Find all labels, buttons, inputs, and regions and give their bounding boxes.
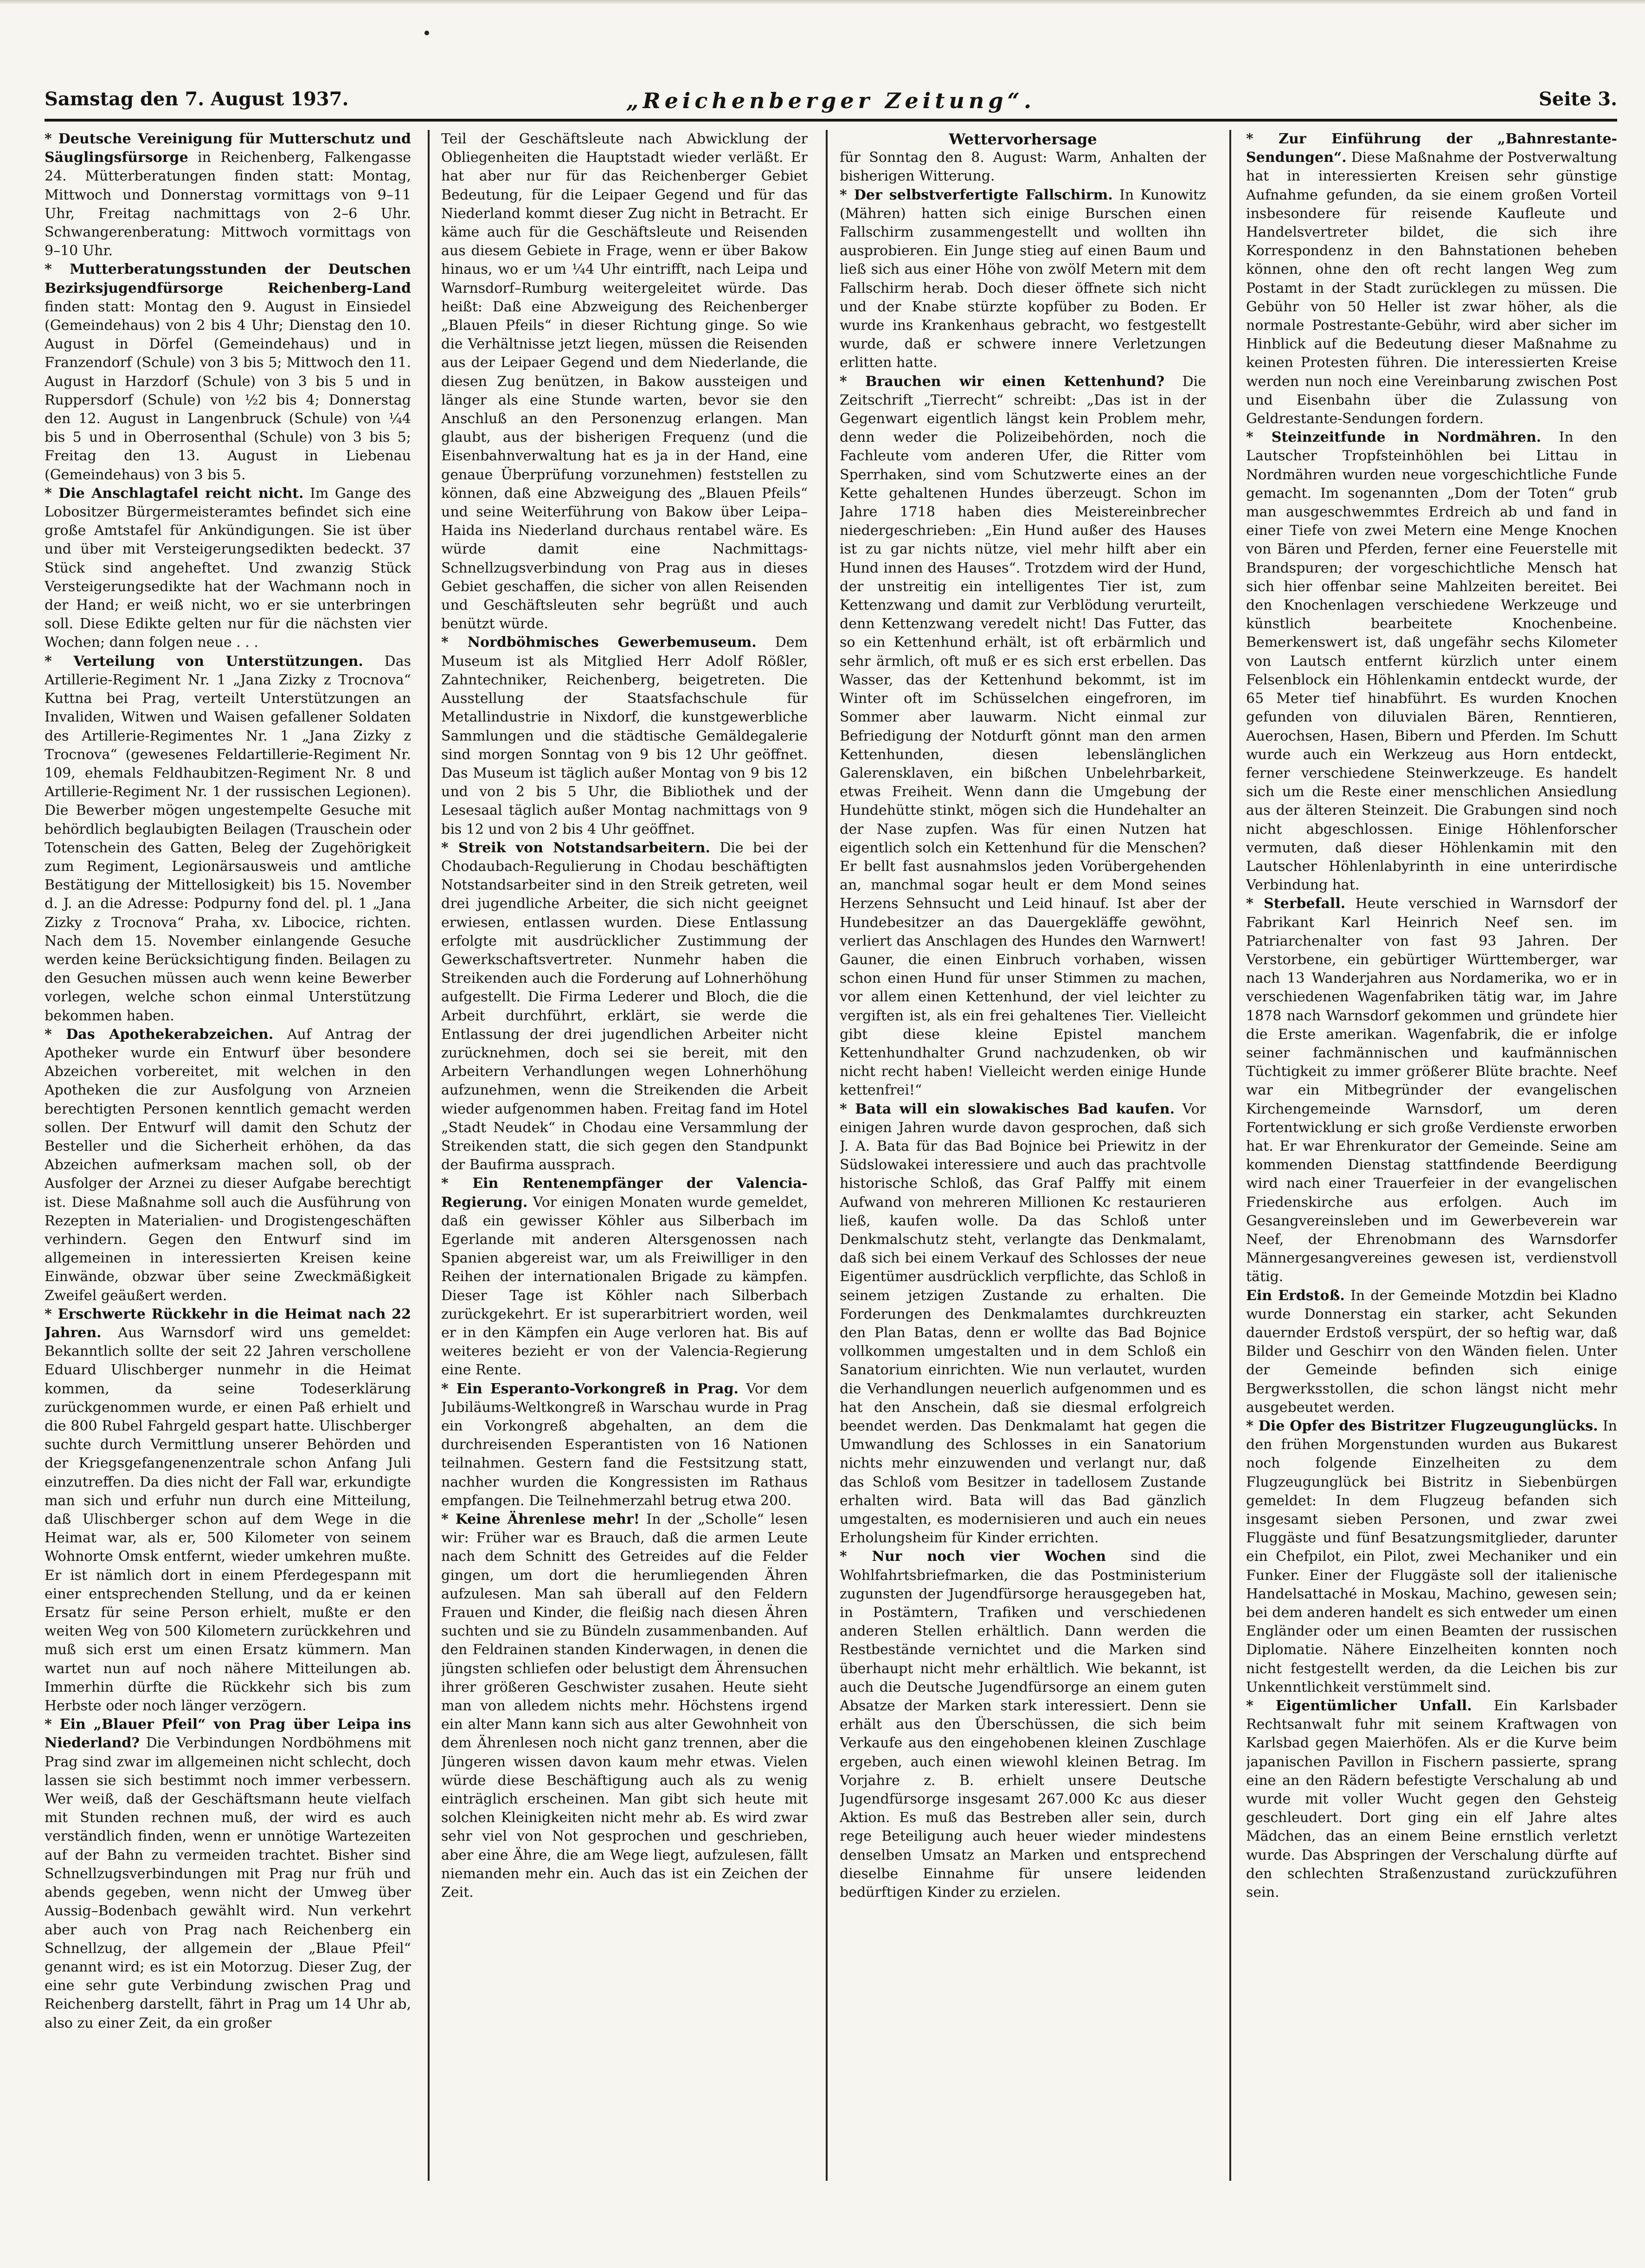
article [441,839,808,1175]
article-body: Vor einigen Jahren wurde davon gesprochen, daß sich J. A. Bata für das Bad Bojnice bei Priewitz in der Südslowakei interessiere und auch das prachtvolle historische Schloß, das Graf Palffy mit einem Aufwand von mehreren Millionen Kc restaurieren ließ, kaufen wolle. Da das Schloß unter Denkmalschutz steht, verlangte das Denkmalamt, daß sich bei einem Verkauf des Schlosses der neue Eigentümer ausdrücklich verpflichte, das Schloß in seinem jetzigen Zustande zu erhalten. Die Forderungen des Denkmalamtes durchkreuzten den Plan Batas, denn er wollte das Bad Bojnice vollkommen umgestalten und in dem Schloß ein Sanatorium einrichten. Wie nun verlautet, wurden die Verhandlungen neuerlich aufgenommen und es hat den Anschein, daß sie diesmal erfolgreich beendet werden. Das Denkmalamt hat gegen die Umwandlung des Schlosses in ein Sanatorium nichts mehr einzuwenden und verlangt nur, daß das Schloß vom Besitzer in tadellosem Zustande erhalten wird. Bata will das Bad gänzlich umgestalten, es modernisieren und auch ein neues Erholungsheim für Kinder errichten. [840,1101,1206,1546]
article-body: In Kunowitz (Mähren) hatten sich einige Burschen einen Fallschirm zusammengestellt und wollten ihn ausprobieren. Ein Junge stieg auf einen Baum und ließ sich aus einer Höhe von zwölf Metern mit dem Fallschirm herab. Doch dieser öffnete sich nicht und der Knabe stürzte kopfüber zu Boden. Er wurde ins Krankenhaus gebracht, wo festgestellt wurde, daß er schwere innere Verletzungen erlitten hatte. [840,187,1206,371]
weather-heading [840,130,1206,148]
article-body: für Sonntag den 8. August: Warm, Anhalten der bisherigen Witterung. [840,149,1206,185]
article-headline: * Ein Esperanto-Vorkongreß in Prag. [441,1380,739,1397]
article-headline: Ein Erdstoß. [1246,1287,1345,1304]
column-2 [441,130,808,2181]
article [1246,895,1617,1286]
article [45,1025,411,1305]
header-date: Samstag den 7. August 1937. [45,88,349,110]
ink-spot [424,31,429,35]
article [45,260,411,484]
article-headline: * Streik von Notstandsarbeitern. [441,839,710,856]
article-headline: * Das Apothekerabzeichen. [45,1026,274,1043]
article-body: Auf Antrag der Apotheker wurde ein Entwurf über besondere Abzeichen vorbereitet, mit welchen in den Apotheken die zur Ausfolgung von Arzneien berechtigten Personen kenntlich gemacht werden sollen. Der Entwurf will damit den Schutz der Besteller und die Sicherheit erhöhen, da das Abzeichen aufmerksam machen soll, ob der Ausfolger der Arznei zu dieser Aufgabe berechtigt ist. Diese Maßnahme soll auch die Ausführung von Rezepten in Materialien- und Drogistengeschäften verhindern. Gegen den Entwurf sind im allgemeinen in interessierten Kreisen keine Einwände, obzwar über seine Zweckmäßigkeit Zweifel geäußert werden. [45,1026,411,1304]
article [840,373,1206,1100]
article-body: Vor dem Jubiläums-Weltkongreß in Warschau wurde in Prag ein Vorkongreß abgehalten, an dem die durchreisenden Esperantisten von 16 Nationen teilnahmen. Gestern fand die Festsitzung statt, nachher wurden die Kongressisten im Rathaus empfangen. Die Teilnehmerzahl betrug etwa 200. [441,1380,808,1509]
article-body: In der „Scholle“ lesen wir: Früher war es Brauch, daß die armen Leute nach dem Schnitt des Getreides auf die Felder gingen, um dort die herumliegenden Ähren aufzulesen. Man sah überall auf den Feldern Frauen und Kinder, die fleißig nach diesen Ähren suchten und sie zu Bündeln zusammenbanden. Auf den Feldrainen standen Kinderwagen, in denen die jüngsten schliefen oder belustigt dem Ährensuchen ihrer größeren Geschwister zusahen. Heute sieht man von alledem nichts mehr. Höchstens irgend ein alter Mann kann sich aus alter Gewohnheit von dem Ährenlesen noch nicht ganz trennen, aber die Jüngeren wissen davon kaum mehr etwas. Vielen würde diese Beschäftigung auch als zu wenig einträglich erscheinen. Man gibt sich heute mit solchen Kleinigkeiten nicht mehr ab. Es wird zwar sehr viel von Not gesprochen und geschrieben, aber eine Ähre, die am Wege liegt, aufzulesen, fällt niemanden mehr ein. Auch das ist ein Zeichen der Zeit. [441,1511,808,1901]
article [45,1305,411,1715]
column-4 [1246,130,1617,2181]
article-body: In den frühen Morgenstunden wurden aus Bukarest noch folgende Einzelheiten zu dem Flugzeugunglück bei Bistritz in Siebenbürgen gemeldet: In dem Flugzeug befanden sich insgesamt sieben Personen, und zwar zwei Fluggäste und fünf Besatzungsmitglieder, darunter ein Chefpilot, ein Pilot, zwei Mechaniker und ein Funker. Einer der Fluggäste soll der italienische Handelsattaché in Moskau, Machino, gewesen sein; bei dem anderen handelt es sich entweder um einen Engländer oder um einen Beamten der russischen Diplomatie. Nähere Einzelheiten konnten noch nicht festgestellt werden, da die Leichen bis zur Unkenntlichkeit verstümmelt sind. [1246,1418,1617,1695]
article-headline: * Ein Rentenempfänger der Valencia-Regierung. [441,1175,808,1211]
article-headline: * Deutsche Vereinigung für Mutterschutz und Säuglingsfürsorge [45,131,411,166]
article-headline: * Bata will ein slowakisches Bad kaufen. [840,1101,1175,1117]
article-body: Aus Warnsdorf wird uns gemeldet: Bekanntlich sollte der seit 22 Jahren verschollene Eduard Ulischberger nunmehr in die Heimat kommen, da seine Todeserklärung zurückgenommen wurde, er einen Paß erhielt und die 800 Rubel Fahrgeld gespart hatte. Ulischberger suchte durch Vermittlung unserer Behörden und der Kriegsgefangenenzentrale schon Anfang Juli einzutreffen. Da dies nicht der Fall war, erkundigte man sich und erfuhr nun durch eine Mitteilung, daß Ulischberger schon auf dem Wege in die Heimat war, als er, 500 Kilometer von seinem Wohnorte Omsk entfernt, wieder umkehren mußte. Er ist nämlich dort in einem Pferdegespann mit einer entsprechenden Stellung, und da er keinen Ersatz für seine Person erhielt, mußte er den weiten Weg von 500 Kilometern zurückkehren und muß sich erst um einen Ersatz kümmern. Man wartet nun auf noch nähere Mitteilungen ab. Immerhin dürfte die Rückkehr sich bis zum Herbste oder noch länger verzögern. [45,1325,411,1714]
article-headline: * Steinzeitfunde in Nordmähren. [1246,429,1542,446]
article-body: Teil der Geschäftsleute nach Abwicklung der Obliegenheiten die Hauptstadt wieder verläßt. Er hat aber nur für das Reichenberger Gebiet Bedeutung, für die Leipaer Gegend und für das Niederland kommt dieser Zug nicht in Betracht. Er käme auch für die Geschäftsleute und Reisenden aus diesem Gebiete in Frage, wenn er über Bakow hinaus, wo er um ¼4 Uhr eintrifft, nach Leipa und Warnsdorf–Rumburg weitergeleitet würde. Das heißt: Daß eine Abzweigung des Reichenberger „Blauen Pfeils“ in dieser Richtung ginge. So wie die Verhältnisse jetzt liegen, müssen die Reisenden aus der Leipaer Gegend und dem Niederlande, die diesen Zug benützen, in Bakow aussteigen und länger als eine Stunde warten, bevor sie den Anschluß an den Personenzug erlangen. Man glaubt, aus der bisherigen Frequenz (und die Eisenbahnverwaltung hat es ja in der Hand, eine genaue Überprüfung vorzunehmen) feststellen zu können, daß eine Abzweigung des „Blauen Pfeils“ und seine Weiterführung von Bakow über Leipa–Haida ins Niederland durchaus rentabel wäre. Es würde damit eine Nachmittags-Schnellzugsverbindung von Prag aus in dieses Gebiet geschaffen, die sicher von allen Reisenden und Geschäftsleuten sehr begrüßt und auch benützt würde. [441,131,808,632]
article [1246,1697,1617,1902]
article-headline: * Nur noch vier Wochen [840,1548,1106,1565]
article [1246,428,1617,895]
article-headline: * Brauchen wir einen Kettenhund? [840,373,1165,390]
article-body: sind die Wohlfahrtsbriefmarken, die das Postministerium zugunsten der Jugendfürsorge herausgegeben hat, in Postämtern, Trafiken und verschiedenen anderen Stellen erhältlich. Dann werden die Restbestände vernichtet und die Marken sind überhaupt nicht mehr erhältlich. Wie bekannt, ist auch die Deutsche Jugendfürsorge an einem guten Absatze der Marken stark interessiert. Denn sie erhält aus den Überschüssen, die sich beim Verkaufe aus den eingehobenen kleinen Zuschlage ergeben, auch einen wiewohl kleinen Betrag. Im Vorjahre z. B. erhielt unsere Deutsche Jugendfürsorge insgesamt 267.000 Kc aus dieser Aktion. Es muß das Bestreben aller sein, durch rege Beteiligung auch heuer wieder mindestens denselben Umsatz an Marken und entsprechend dieselbe Einnahme für unsere leidenden bedürftigen Kinder zu erzielen. [840,1548,1206,1901]
article [840,148,1206,186]
article [441,130,808,633]
scan-edge [0,0,1645,5]
header-paper-name: „Reichenberger Zeitung“. [626,88,1036,113]
article-body: Die bei der Chodaubach-Regulierung in Chodau beschäftigten Notstandsarbeiter sind in den Streik getreten, weil drei jugendliche Arbeiter, die sich nicht geeignet erwiesen, entlassen wurden. Diese Entlassung erfolgte mit ausdrücklicher Zustimmung der Gewerkschaftsvertreter. Nunmehr haben die Streikenden auch die Forderung auf Lohnerhöhung aufgestellt. Die Firma Lederer und Bloch, die die Arbeit durchführt, erklärt, sie werde die Entlassung der drei jugendlichen Arbeiter nicht zurücknehmen, doch sei sie bereit, mit den Arbeitern Verhandlungen wegen Lohnerhöhung aufzunehmen, wenn die Streikenden die Arbeit wieder aufgenommen haben. Freitag fand im Hotel „Stadt Neudek“ in Chodau eine Versammlung der Streikenden statt, die sich gegen den Standpunkt der Baufirma aussprach. [441,839,808,1173]
article-body: Das Artillerie-Regiment Nr. 1 „Jana Zizky z Trocnova“ Kuttna bei Prag, verteilt Unterstützungen an Invaliden, Witwen und Waisen gefallener Soldaten des Artillerie-Regimentes Nr. 1 „Jana Zizky z Trocnova“ (gewesenes Feldartillerie-Regiment Nr. 109, ehemals Feldhaubitzen-Regiment Nr. 8 und Artillerie-Regiment Nr. 1 der russischen Legionen). Die Bewerber mögen ungestempelte Gesuche mit behördlich beglaubigten Beilagen (Trauschein oder Totenschein des Gatten, Beleg der Zugehörigkeit zum Regiment, Legionärsausweis und amtliche Bestätigung der Mittellosigkeit) bis 15. November d. J. an die Adresse: Podpurny fond del. pl. 1 „Jana Zizky z Trocnova“ Praha, xv. Libocice, richten. Nach dem 15. November einlangende Gesuche werden keine Berücksichtigung finden. Beilagen zu den Gesuchen müssen auch wenn keine Bewerber vorlegen, welche schon einmal Unterstützung bekommen haben. [45,653,411,1024]
header-page-number: Seite 3. [1538,88,1617,110]
article-headline: * Mutterberatungsstunden der Deutschen Bezirksjugendfürsorge Reichenberg-Land [45,261,411,296]
article-headline: * Der selbstverfertigte Fallschirm. [840,187,1113,203]
article-body: In der Gemeinde Motzdin bei Kladno wurde Donnerstag ein starker, acht Sekunden dauernder Erdstoß verspürt, der so heftig war, daß Bilder und Geschirr von den Wänden fielen. Unter der Gemeinde befinden sich einige Bergwerksstollen, die schon längst nicht mehr ausgebeutet werden. [1246,1287,1617,1416]
article-headline: * Die Opfer des Bistritzer Flugzeugunglücks. [1246,1418,1598,1435]
article [45,130,411,260]
article-body: Dem Museum ist als Mitglied Herr Adolf Rößler, Zahntechniker, Reichenberg, beigetreten. Die Ausstellung der Staatsfachschule für Metallindustrie in Nixdorf, die kunstgewerbliche Sammlungen und die städtische Gemäldegalerie sind morgen Sonntag von 9 bis 12 Uhr geöffnet. Das Museum ist täglich außer Montag von 9 bis 12 und von 2 bis 5 Uhr, die Bibliothek und der Lesesaal täglich außer Montag nachmittags von 9 bis 12 und von 2 bis 4 Uhr geöffnet. [441,634,808,838]
article-headline: * Sterbefall. [1246,896,1346,912]
article [45,652,411,1025]
article [840,186,1206,373]
column-1 [45,130,411,2181]
article-body: finden statt: Montag den 9. August in Einsiedel (Gemeindehaus) von 2 bis 4 Uhr; Dienstag den 10. August in Dörfel (Gemeindehaus) und in Franzendorf (Schule) von 3 bis 5; Mittwoch den 11. August in Harzdorf (Schule) von 3 bis 5 und in Ruppersdorf (Schule) von ½2 bis 4; Donnerstag den 12. August in Langenbruck (Schule) von ¼4 bis 5 und in Oberrosenthal (Schule) von 3 bis 5; Freitag den 13. August in Liebenau (Gemeindehaus) von 3 bis 5. [45,298,411,483]
article [1246,1417,1617,1697]
page-header [45,86,1617,122]
column-rule [826,130,828,2181]
article [441,1174,808,1379]
article-headline: * Verteilung von Unterstützungen. [45,653,363,670]
column-rule [1229,130,1231,2181]
article [45,1715,411,2032]
article-body: Vor einigen Monaten wurde gemeldet, daß ein gewisser Köhler aus Silberbach im Egerlande mit anderen Altersgenossen nach Spanien abgereist war, um als Freiwilliger in den Reihen der internationalen Brigade zu kämpfen. Dieser Tage ist Köhler nach Silberbach zurückgekehrt. Er ist superarbitriert worden, weil er in den Kämpfen ein Auge verloren hat. Bis auf weiteres bezieht er von der Valencia-Regierung eine Rente. [441,1194,808,1379]
article-headline: * Eigentümlicher Unfall. [1246,1698,1472,1714]
article-headline: * Erschwerte Rückkehr in die Heimat nach 22 Jahren. [45,1306,411,1341]
column-rule [428,130,430,2181]
article [1246,1287,1617,1417]
article-headline: * Die Anschlagtafel reicht nicht. [45,485,304,502]
article-body: Die Verbindungen Nordböhmens mit Prag sind zwar im allgemeinen nicht schlecht, doch lassen sie sich bestimmt noch immer verbessern. Wer weiß, daß der Geschäftsmann heute vielfach mit Stunden rechnen muß, der wird es auch verständlich finden, wenn er unnötige Wartezeiten auf der Bahn zu vermeiden trachtet. Bisher sind Schnellzugsverbindungen mit Prag nur früh und abends gegeben, wenn nicht der Umweg über Aussig–Bodenbach gewählt wird. Nun verkehrt aber auch von Prag nach Reichenberg ein Schnellzug, der allgemein der „Blaue Pfeil“ genannt wird; es ist ein Motorzug. Dieser Zug, der eine sehr gute Verbindung zwischen Prag und Reichenberg darstellt, fährt in Prag um 14 Uhr ab, also zu einer Zeit, da ein großer [45,1735,411,2031]
article-body: Diese Maßnahme der Postverwaltung hat in interessierten Kreisen sehr günstige Aufnahme gefunden, da sie einem großen Vorteil insbesondere für reisende Kaufleute und Handelsvertreter bildet, die sich ihre Korrespondenz in den Bahnstationen beheben können, ohne den oft recht langen Weg zum Postamt in der Stadt zurücklegen zu müssen. Die Gebühr von 50 Heller ist zwar höher, als die normale Postrestante-Gebühr, wird aber sicher im Hinblick auf die Bedeutung dieser Maßnahme zu keinen Protesten führen. Die interessierten Kreise werden nun noch eine Vereinbarung zwischen Post und Eisenbahn über die Zulassung von Geldrestante-Sendungen fordern. [1246,149,1617,427]
article-body: Die Zeitschrift „Tierrecht“ schreibt: „Das ist in der Gegenwart eigentlich längst kein Problem mehr, denn weder die Polizeibehörden, noch die Fachleute vom anderen Ufer, die Ritter vom Sperrhaken, sind vom Schutzwerte eines an der Kette gehaltenen Hundes überzeugt. Schon im Jahre 1718 haben dies Meistereinbrecher niedergeschrieben: „Ein Hund außer des Hauses ist zu gar nichts nütze, viel mehr hilft aber ein Hund innen des Hauses“. Trotzdem wird der Hund, der unstreitig ein intelligentes Tier ist, zum Kettenzwang und damit zur Verblödung verurteilt, denn Kettenzwang veredelt nicht! Das Futter, das so ein Kettenhund erhält, ist oft erbärmlich und sehr ärmlich, oft muß er es sich erst erbellen. Das Wasser, das der Kettenhund bekommt, ist im Winter oft im Schüsselchen eingefroren, im Sommer aber lauwarm. Nicht einmal zur Befriedigung der Notdurft gönnt man den armen Kettenhunden, diesen lebenslänglichen Galerensklaven, ein bißchen Unbelehrbarkeit, etwas Freiheit. Wenn dann die Umgebung der Hundehütte stinkt, mögen sich die Hundehalter an der Nase zupfen. Was für einen Nutzen hat eigentlich solch ein Kettenhund für die Menschen? Er bellt fast ausnahmslos jeden Vorübergehenden an, manchmal sogar heult er dem Mond seines Herzens Sehnsucht und Leid hinauf. Ist aber der Hundebesitzer an das Dauergekläffe gewöhnt, verliert das Anschlagen des Hundes den Warnwert! Gauner, die einen Einbruch vorhaben, wissen schon einen Hund für unser Stimmen zu machen, vor allem einen Kettenhund, der viel leichter zu vergiften ist, als ein frei gehaltenes Tier. Vielleicht gibt diese kleine Epistel manchem Kettenhundhalter Grund nachzudenken, ob wir nicht recht haben! Vielleicht werden einige Hunde kettenfrei!“ [840,373,1206,1099]
article [840,1100,1206,1548]
article [441,633,808,838]
article-headline: * Ein „Blauer Pfeil“ von Prag über Leipa ins Niederland? [45,1716,411,1752]
article [45,484,411,652]
article [441,1510,808,1902]
article [441,1380,808,1510]
article-headline: * Keine Ährenlese mehr! [441,1511,640,1528]
article-body: in Reichenberg, Falkengasse 24. Mütterberatungen finden statt: Montag, Mittwoch und Donnerstag vormittags von 9–11 Uhr, Freitag nachmittags von 2–6 Uhr. Schwangerenberatung: Mittwoch vormittags von 9–10 Uhr. [45,149,411,259]
article-headline: * Nordböhmisches Gewerbemuseum. [441,634,757,651]
column-3 [840,130,1206,2181]
article [1246,130,1617,428]
article-columns [45,130,1617,2181]
article-body: In den Lautscher Tropfsteinhöhlen bei Littau in Nordmähren wurden neue vorgeschichtliche Funde gemacht. Im sogenannten „Dom der Toten“ grub man ausgeschwemmtes Erdreich ab und fand in einer Tiefe von zwei Metern eine Menge Knochen von Bären und Pferden, ferner eine Feuerstelle mit Brandspuren; der vorgeschichtliche Mensch hat sich hier offenbar seine Mahlzeiten bereitet. Bei den Knochenlagen verschiedene Werkzeuge und künstlich bearbeitete Knochenbeine. Bemerkenswert ist, daß ungefähr sechs Kilometer von Lautsch entfernt kürzlich unter einem Felsenblock ein Höhlenkamin entdeckt wurde, der 65 Meter tief hinabführt. Es wurden Knochen gefunden von diluvialen Bären, Renntieren, Auerochsen, Hasen, Bibern und Pferden. Im Schutt wurde auch ein Werkzeug aus Horn entdeckt, ferner verschiedene Steinwerkzeuge. Es handelt sich um die Reste einer menschlichen Ansiedlung aus der älteren Steinzeit. Die Grabungen sind noch nicht abgeschlossen. Einige Höhlenforscher vermuten, daß dieser Höhlenkamin mit den Lautscher Höhlenlabyrinth in eine unterirdische Verbindung hat. [1246,429,1617,894]
article-body: Ein Karlsbader Rechtsanwalt fuhr mit seinem Kraftwagen von Karlsbad gegen Maierhöfen. Als er die Kurve beim japanischen Pavillon in Fischern passierte, sprang eine an den Rädern befestigte Verschalung ab und wurde mit voller Wucht gegen den Gehsteig geschleudert. Dort ging ein elf Jahre altes Mädchen, das an einem Beine ernstlich verletzt wurde. Das Abspringen der Verschalung dürfte auf den schlechten Straßenzustand zurückzuführen sein. [1246,1698,1617,1901]
article-body: Heute verschied in Warnsdorf der Fabrikant Karl Heinrich Neef sen. im Patriarchenalter von fast 93 Jahren. Der Verstorbene, ein gebürtiger Württemberger, war nach 13 Wanderjahren aus Nordamerika, wo er in verschiedenen Wagenfabriken tätig war, im Jahre 1878 nach Warnsdorf gekommen und gründete hier die Erste amerikan. Wagenfabrik, die er infolge seiner fachmännischen und kaufmännischen Tüchtigkeit zu immer größerer Blüte brachte. Neef war ein Mitbegründer der evangelischen Kirchengemeinde Warnsdorf, um deren Fortentwicklung er sich große Verdienste erworben hat. Er war Ehrenkurator der Gemeinde. Seine am kommenden Dienstag stattfindende Beerdigung wird nach einer Trauerfeier in der evangelischen Friedenskirche aus erfolgen. Auch im Gesangvereinsleben und im Gewerbeverein war Neef, der Ehrenobmann des Warnsdorfer Männergesangvereines gewesen ist, verdienstvoll tätig. [1246,896,1617,1285]
article [840,1547,1206,1902]
article-headline: * Zur Einführung der „Bahnrestante-Sendungen“. [1246,131,1617,166]
article-headline: Wettervorhersage [949,130,1097,148]
article-body: Im Gange des Lobositzer Bürgermeisteramtes befindet sich eine große Amtstafel für Ankündigungen. Sie ist über und über mit Versteigerungsedikten bedeckt. 37 Stück sind angeheftet. Und zwanzig Stück Versteigerungsedikte hat der Wachmann noch in der Hand; er weiß nicht, wo er sie unterbringen soll. Diese Edikte gelten nur für die nächsten vier Wochen; dann folgen neue . . . [45,485,411,651]
